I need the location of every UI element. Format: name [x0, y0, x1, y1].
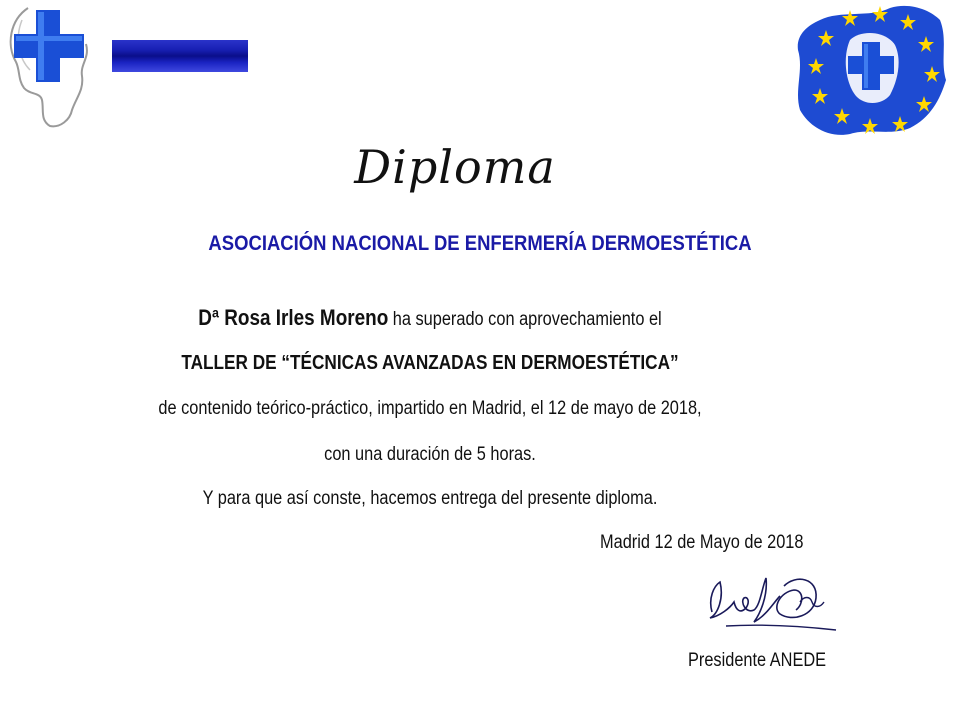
- duration-line: con una duración de 5 horas.: [324, 444, 536, 465]
- header-bar: [112, 40, 248, 72]
- recipient-line: [0, 305, 860, 331]
- certificate-title: Diploma: [354, 140, 556, 194]
- medical-cross-head-icon: [0, 0, 100, 130]
- place-date: Madrid 12 de Mayo de 2018: [600, 532, 804, 553]
- recipient-line-text: ha superado con aprovechamiento el: [388, 309, 662, 330]
- organization-name: ASOCIACIÓN NACIONAL DE ENFERMERÍA DERMOESTÉTICA: [208, 232, 752, 255]
- content-line: de contenido teórico-práctico, impartido en Madrid, el 12 de mayo de 2018,: [158, 398, 702, 419]
- signature: [700, 568, 840, 640]
- workshop-title: TALLER DE “TÉCNICAS AVANZADAS EN DERMOESTÉTICA”: [181, 352, 679, 374]
- closing-line: Y para que así conste, hacemos entrega del presente diploma.: [202, 488, 658, 509]
- eu-map-cross-icon: [790, 0, 950, 140]
- signatory-title: Presidente ANEDE: [688, 650, 827, 671]
- recipient-name: Dª Rosa Irles Moreno: [198, 305, 389, 330]
